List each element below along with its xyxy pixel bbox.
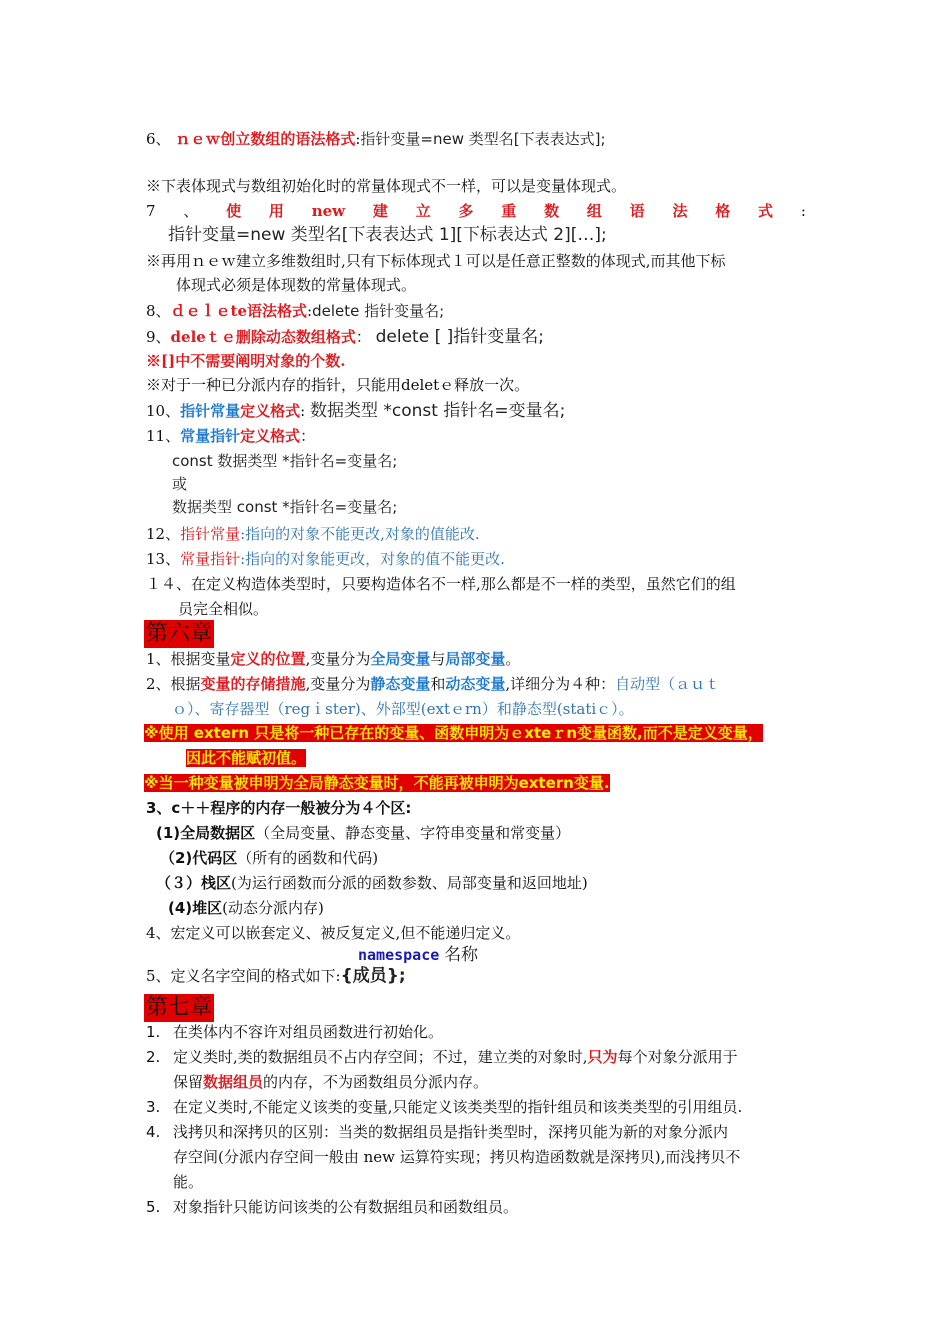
item-text: 每个对象分派用于 (617, 1048, 738, 1066)
note-multi-line1: ※再用ｎｅｗ建立多维数组时,只有下标体现式１可以是任意正整数的体现式,而其他下标 (146, 252, 726, 270)
heading-char: new (311, 202, 346, 220)
term-local-variable: 局部变量 (445, 650, 506, 668)
item-number: 1. (146, 1023, 161, 1041)
text: 1、根据变量 (146, 650, 231, 668)
text: 与 (430, 650, 446, 668)
note-multi-line2: 体现式必须是体现数的常量体现式。 (176, 276, 417, 294)
text: 5、定义名字空间的格式如下: (146, 967, 341, 985)
item-number: 7 (146, 202, 156, 220)
item-12 (146, 523, 480, 545)
area-desc: （所有的函数和代码) (237, 849, 379, 867)
emphasis: 只为 (587, 1048, 618, 1066)
memory-area-1 (156, 822, 570, 844)
item-title: 定义格式 (240, 427, 301, 445)
item-number: 9、 (146, 328, 171, 346)
namespace-name: 名称 (444, 945, 479, 965)
storage-types: 自动型（ａｕｔ (615, 675, 721, 693)
emphasis: 定义的位置 (230, 650, 306, 668)
item-7-code: 指针变量=new 类型名[下表表达式 1][下标表达式 2][…]; (168, 225, 607, 245)
item-number: 5. (146, 1198, 161, 1216)
area-desc: (为运行函数而分派的函数参数、局部变量和返回地址) (231, 874, 588, 892)
term: 常量指针 (180, 550, 241, 568)
item-8 (146, 300, 444, 322)
namespace-line (358, 944, 478, 966)
ch7-item-3 (146, 1096, 742, 1118)
area-desc: (动态分派内存) (222, 899, 324, 917)
ch7-item-4-line2: 存空间(分派内存空间一般由 new 运算符实现；拷贝构造函数就是深拷贝),而浅拷贝不 (173, 1148, 741, 1166)
item-9 (146, 326, 544, 348)
area-desc: （全局变量、静态变量、字符串变量和常变量） (255, 824, 571, 842)
warning-line: 因此不能赋初值。 (186, 749, 307, 767)
heading-char: 重 (501, 202, 517, 220)
memory-area-2 (160, 847, 378, 869)
heading-char: 多 (458, 202, 474, 220)
colon: ： (300, 427, 316, 445)
namespace-keyword: namespace (358, 946, 440, 964)
item-number: 12、 (146, 525, 181, 543)
area-label: (1)全局数据区 (156, 824, 256, 842)
heading-char: 法 (672, 202, 688, 220)
ch7-item-2 (146, 1046, 738, 1068)
item-text: 在类体内不容许对组员函数进行初始化。 (173, 1023, 444, 1041)
note-delete-once: ※对于一种已分派内存的指针，只能用deletｅ释放一次。 (146, 376, 530, 394)
chapter-7-heading: 第七章 (146, 995, 213, 1020)
ch6-point-4: 4、宏定义可以嵌套定义、被反复定义,但不能递归定义。 (146, 924, 521, 942)
ch7-item-5 (146, 1196, 518, 1218)
item-number: 2. (146, 1048, 161, 1066)
term-dynamic-variable: 动态变量 (445, 675, 506, 693)
area-label: （３）栈区 (156, 874, 232, 892)
heading-char: 数 (544, 202, 560, 220)
item-title: ｎｅｗ创立数组的语法格式 (175, 130, 356, 148)
note-brackets: ※[]中不需要阐明对象的个数. (146, 352, 346, 370)
area-label: （2)代码区 (160, 849, 238, 867)
item-text: 保留 (173, 1073, 204, 1091)
emphasis: 变量的存储措施 (200, 675, 306, 693)
code-line-3: 数据类型 const *指针名=变量名; (172, 498, 398, 516)
description: :指向的对象不能更改,对象的值能改. (240, 525, 480, 543)
ch7-item-4-line3: 能。 (173, 1173, 204, 1191)
term-pointer-constant: 指针常量 (180, 402, 241, 420)
item-number: 13、 (146, 550, 181, 568)
ch7-item-2-line2 (173, 1071, 488, 1093)
item-number: 3. (146, 1098, 161, 1116)
item-number: 4. (146, 1123, 161, 1141)
code-snippet: 指针变量=new 类型名[下表表达式]; (360, 130, 606, 148)
item-14-line2: 员完全相似。 (178, 600, 269, 618)
term-constant-pointer: 常量指针 (180, 427, 241, 445)
description: :指向的对象能更改，对象的值不能更改. (240, 550, 505, 568)
memory-area-4 (168, 897, 324, 919)
colon: : (307, 302, 313, 320)
text: ,变量分为 (305, 650, 371, 668)
item-title: deleｔｅ删除动态数组格式 (170, 328, 356, 346)
heading-char: 语 (629, 202, 645, 220)
code-line-1: const 数据类型 *指针名=变量名; (172, 452, 398, 470)
heading-char: 格 (715, 202, 731, 220)
item-14-line1: １４、在定义构造体类型时，只要构造体名不一样,那么都是不一样的类型，虽然它们的组 (146, 575, 736, 593)
area-label: (4)堆区 (168, 899, 223, 917)
text: 和 (430, 675, 446, 693)
warning-extern (144, 722, 763, 744)
text: 2、根据 (146, 675, 201, 693)
item-13 (146, 548, 505, 570)
warning-line: ※当一种变量被申明为全局静态变量时，不能再被申明为extern变量. (144, 774, 610, 792)
item-number: 10、 (146, 402, 181, 420)
warning-extern-line2 (186, 747, 306, 769)
item-number: 6、 (146, 130, 171, 148)
item-6 (146, 128, 606, 150)
ch6-point-2-line2: ｏ）、寄存器型（regｉster)、外部型(extｅrn）和静态型(statiｃ）。 (172, 700, 634, 718)
heading-char: 立 (415, 202, 431, 220)
heading-char: : (800, 202, 806, 220)
item-text: 浅拷贝和深拷贝的区别：当类的数据组员是指针类型时，深拷贝能为新的对象分派内 (173, 1123, 729, 1141)
item-text: 在定义类时,不能定义该类的变量,只能定义该类类型的指针组员和该类类型的引用组员. (173, 1098, 743, 1116)
warning-line: ※使用 extern 只是将一种已存在的变量、函数申明为ｅxteｒn变量函数,而不是定义变量， (144, 724, 763, 742)
emphasis: 数据组员 (203, 1073, 264, 1091)
chapter-6-heading: 第六章 (146, 621, 213, 646)
ch6-point-2 (146, 673, 720, 695)
item-number: 11、 (146, 427, 181, 445)
text: 。 (505, 650, 521, 668)
ch7-item-4 (146, 1121, 728, 1143)
item-title: ｄｅｌｅte语法格式 (170, 302, 308, 320)
separator: 、 (183, 202, 199, 220)
item-number: 8、 (146, 302, 171, 320)
heading-char: 建 (372, 202, 388, 220)
colon: ： (355, 328, 371, 346)
memory-area-3 (156, 872, 588, 894)
colon: : (355, 130, 361, 148)
namespace-body: {成员}; (340, 966, 406, 986)
code-snippet: 数据类型 *const 指针名=变量名; (309, 401, 566, 421)
item-7-heading (146, 200, 806, 222)
ch6-point-5 (146, 965, 406, 987)
item-text: 的内存，不为函数组员分派内存。 (263, 1073, 489, 1091)
code-line-2: 或 (172, 475, 188, 493)
heading-char: 用 (268, 202, 284, 220)
ch6-point-3: 3、c＋＋程序的内存一般被分为４个区: (146, 799, 412, 817)
term: 指针常量 (180, 525, 241, 543)
heading-char: 使 (226, 202, 242, 220)
item-text: 对象指针只能访问该类的公有数据组员和函数组员。 (173, 1198, 519, 1216)
note-expression: ※下表体现式与数组初始化时的常量体现式不一样，可以是变量体现式。 (146, 177, 627, 195)
item-text: 定义类时,类的数据组员不占内存空间；不过，建立类的对象时, (173, 1048, 588, 1066)
colon: : (300, 402, 306, 420)
text: ,变量分为 (305, 675, 371, 693)
code-snippet: delete [ ]指针变量名; (375, 327, 544, 347)
heading-char: 组 (586, 202, 602, 220)
ch6-point-1 (146, 648, 520, 670)
item-10 (146, 400, 565, 422)
text: ,详细分为４种： (505, 675, 616, 693)
item-title: 定义格式 (240, 402, 301, 420)
term-global-variable: 全局变量 (370, 650, 431, 668)
term-static-variable: 静态变量 (370, 675, 431, 693)
ch7-item-1 (146, 1021, 443, 1043)
code-snippet: delete 指针变量名; (312, 302, 445, 320)
warning-static (144, 772, 610, 794)
heading-char: 式 (758, 202, 774, 220)
item-11 (146, 425, 315, 447)
